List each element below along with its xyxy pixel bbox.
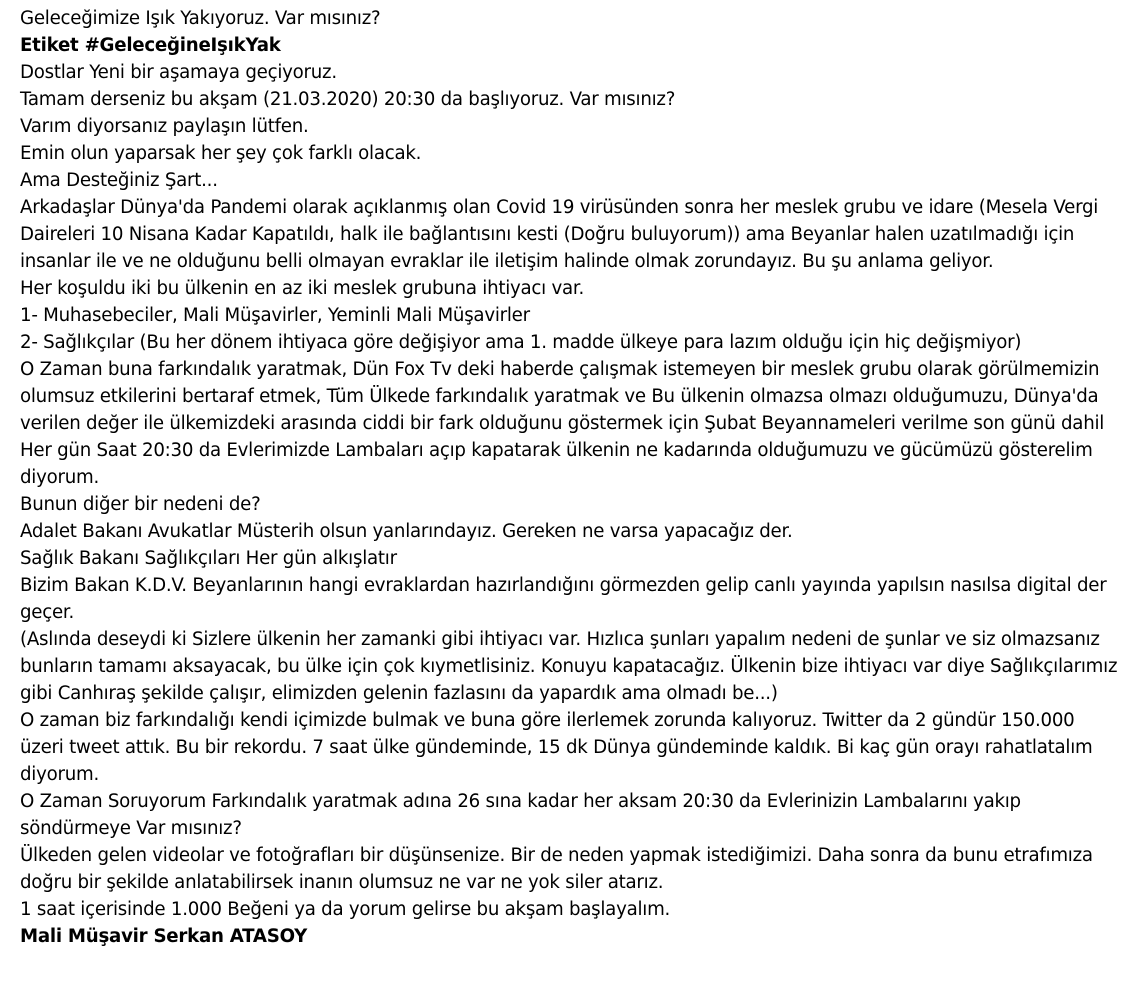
post-hashtag: Etiket #GeleceğineIşıkYak [20, 35, 281, 56]
post-paragraph: Bizim Bakan K.D.V. Beyanlarının hangi evraklardan hazırlandığını görmezden gelip canlı yayında yapılsın nasılsa digital der geçer. [20, 575, 1107, 623]
post-paragraph: Ülkeden gelen videolar ve fotoğrafları bir düşünsenize. Bir de neden yapmak istediğimizi. Daha sonra da bunu etrafımıza doğru bir şekilde anlatabilirsek inanın olumsuz ne var ne yok siler atarız. [20, 845, 1093, 893]
post-line: Dostlar Yeni bir aşamaya geçiyoruz. [20, 62, 337, 83]
post-line: Bunun diğer bir nedeni de? [20, 494, 261, 515]
post-line: Adalet Bakanı Avukatlar Müsterih olsun yanlarındayız. Gereken ne varsa yapacağız der. [20, 521, 793, 542]
post-list-item: 2- Sağlıkçılar (Bu her dönem ihtiyaca göre değişiyor ama 1. madde ülkeye para lazım olduğu için hiç değişmiyor) [20, 332, 1022, 353]
post-paragraph: (Aslında deseydi ki Sizlere ülkenin her zamanki gibi ihtiyacı var. Hızlıca şunları yapalım nedeni de şunlar ve siz olmazsanız bunların tamamı aksayacak, bu ülke için çok kıymetlisiniz. Konuyu kapatacağız. Ülkenin bize ihtiyacı var diye Sağlıkçılarımız gibi Canhıraş şekilde çalışır, elimizden gelenin fazlasını da yapardık ama olmadı be...) [20, 629, 1118, 704]
post-headline: Geleceğimize Işık Yakıyoruz. Var mısınız? [20, 8, 381, 29]
post-line: Her koşuldu iki bu ülkenin en az iki meslek grubuna ihtiyacı var. [20, 278, 585, 299]
post-line: Varım diyorsanız paylaşın lütfen. [20, 116, 309, 137]
post-line: Sağlık Bakanı Sağlıkçıları Her gün alkışlatır [20, 548, 397, 569]
post-line: Tamam derseniz bu akşam (21.03.2020) 20:30 da başlıyoruz. Var mısınız? [20, 89, 676, 110]
post-line: 1 saat içerisinde 1.000 Beğeni ya da yorum gelirse bu akşam başlayalım. [20, 899, 671, 920]
post-paragraph: Arkadaşlar Dünya'da Pandemi olarak açıklanmış olan Covid 19 virüsünden sonra her meslek grubu ve idare (Mesela Vergi Daireleri 10 Nisana Kadar Kapatıldı, halk ile bağlantısını kesti (Doğru buluyorum)) ama Beyanlar halen uzatılmadığı için insanlar ile ve ne olduğunu belli olmayan evraklar ile iletişim halinde olmak zorundayız. Bu şu anlama geliyor. [20, 197, 1099, 272]
post-line: Ama Desteğiniz Şart... [20, 170, 218, 191]
post-line: Emin olun yaparsak her şey çok farklı olacak. [20, 143, 422, 164]
post-paragraph: O zaman biz farkındalığı kendi içimizde bulmak ve buna göre ilerlemek zorunda kalıyoruz. Twitter da 2 gündür 150.000 üzeri tweet attık. Bu bir rekordu. 7 saat ülke gündeminde, 15 dk Dünya gündeminde kaldık. Bi kaç gün orayı rahatlatalım diyorum. [20, 710, 1093, 785]
post-signature: Mali Müşavir Serkan ATASOY [20, 926, 308, 947]
post-paragraph: O Zaman buna farkındalık yaratmak, Dün Fox Tv deki haberde çalışmak istemeyen bir meslek grubu olarak görülmemizin olumsuz etkilerini bertaraf etmek, Tüm Ülkede farkındalık yaratmak ve Bu ülkenin olmazsa olmazı olduğumuzu, Dünya'da verilen değer ile ülkemizdeki arasında ciddi bir fark olduğunu göstermek için Şubat Beyannameleri verilme son günü dahil Her gün Saat 20:30 da Evlerimizde Lambaları açıp kapatarak ülkenin ne kadarında olduğumuzu ve gücümüzü gösterelim diyorum. [20, 359, 1105, 488]
post-paragraph: O Zaman Soruyorum Farkındalık yaratmak adına 26 sına kadar her aksam 20:30 da Evlerinizin Lambalarını yakıp söndürmeye Var mısınız? [20, 791, 1021, 839]
post-list-item: 1- Muhasebeciler, Mali Müşavirler, Yeminli Mali Müşavirler [20, 305, 530, 326]
